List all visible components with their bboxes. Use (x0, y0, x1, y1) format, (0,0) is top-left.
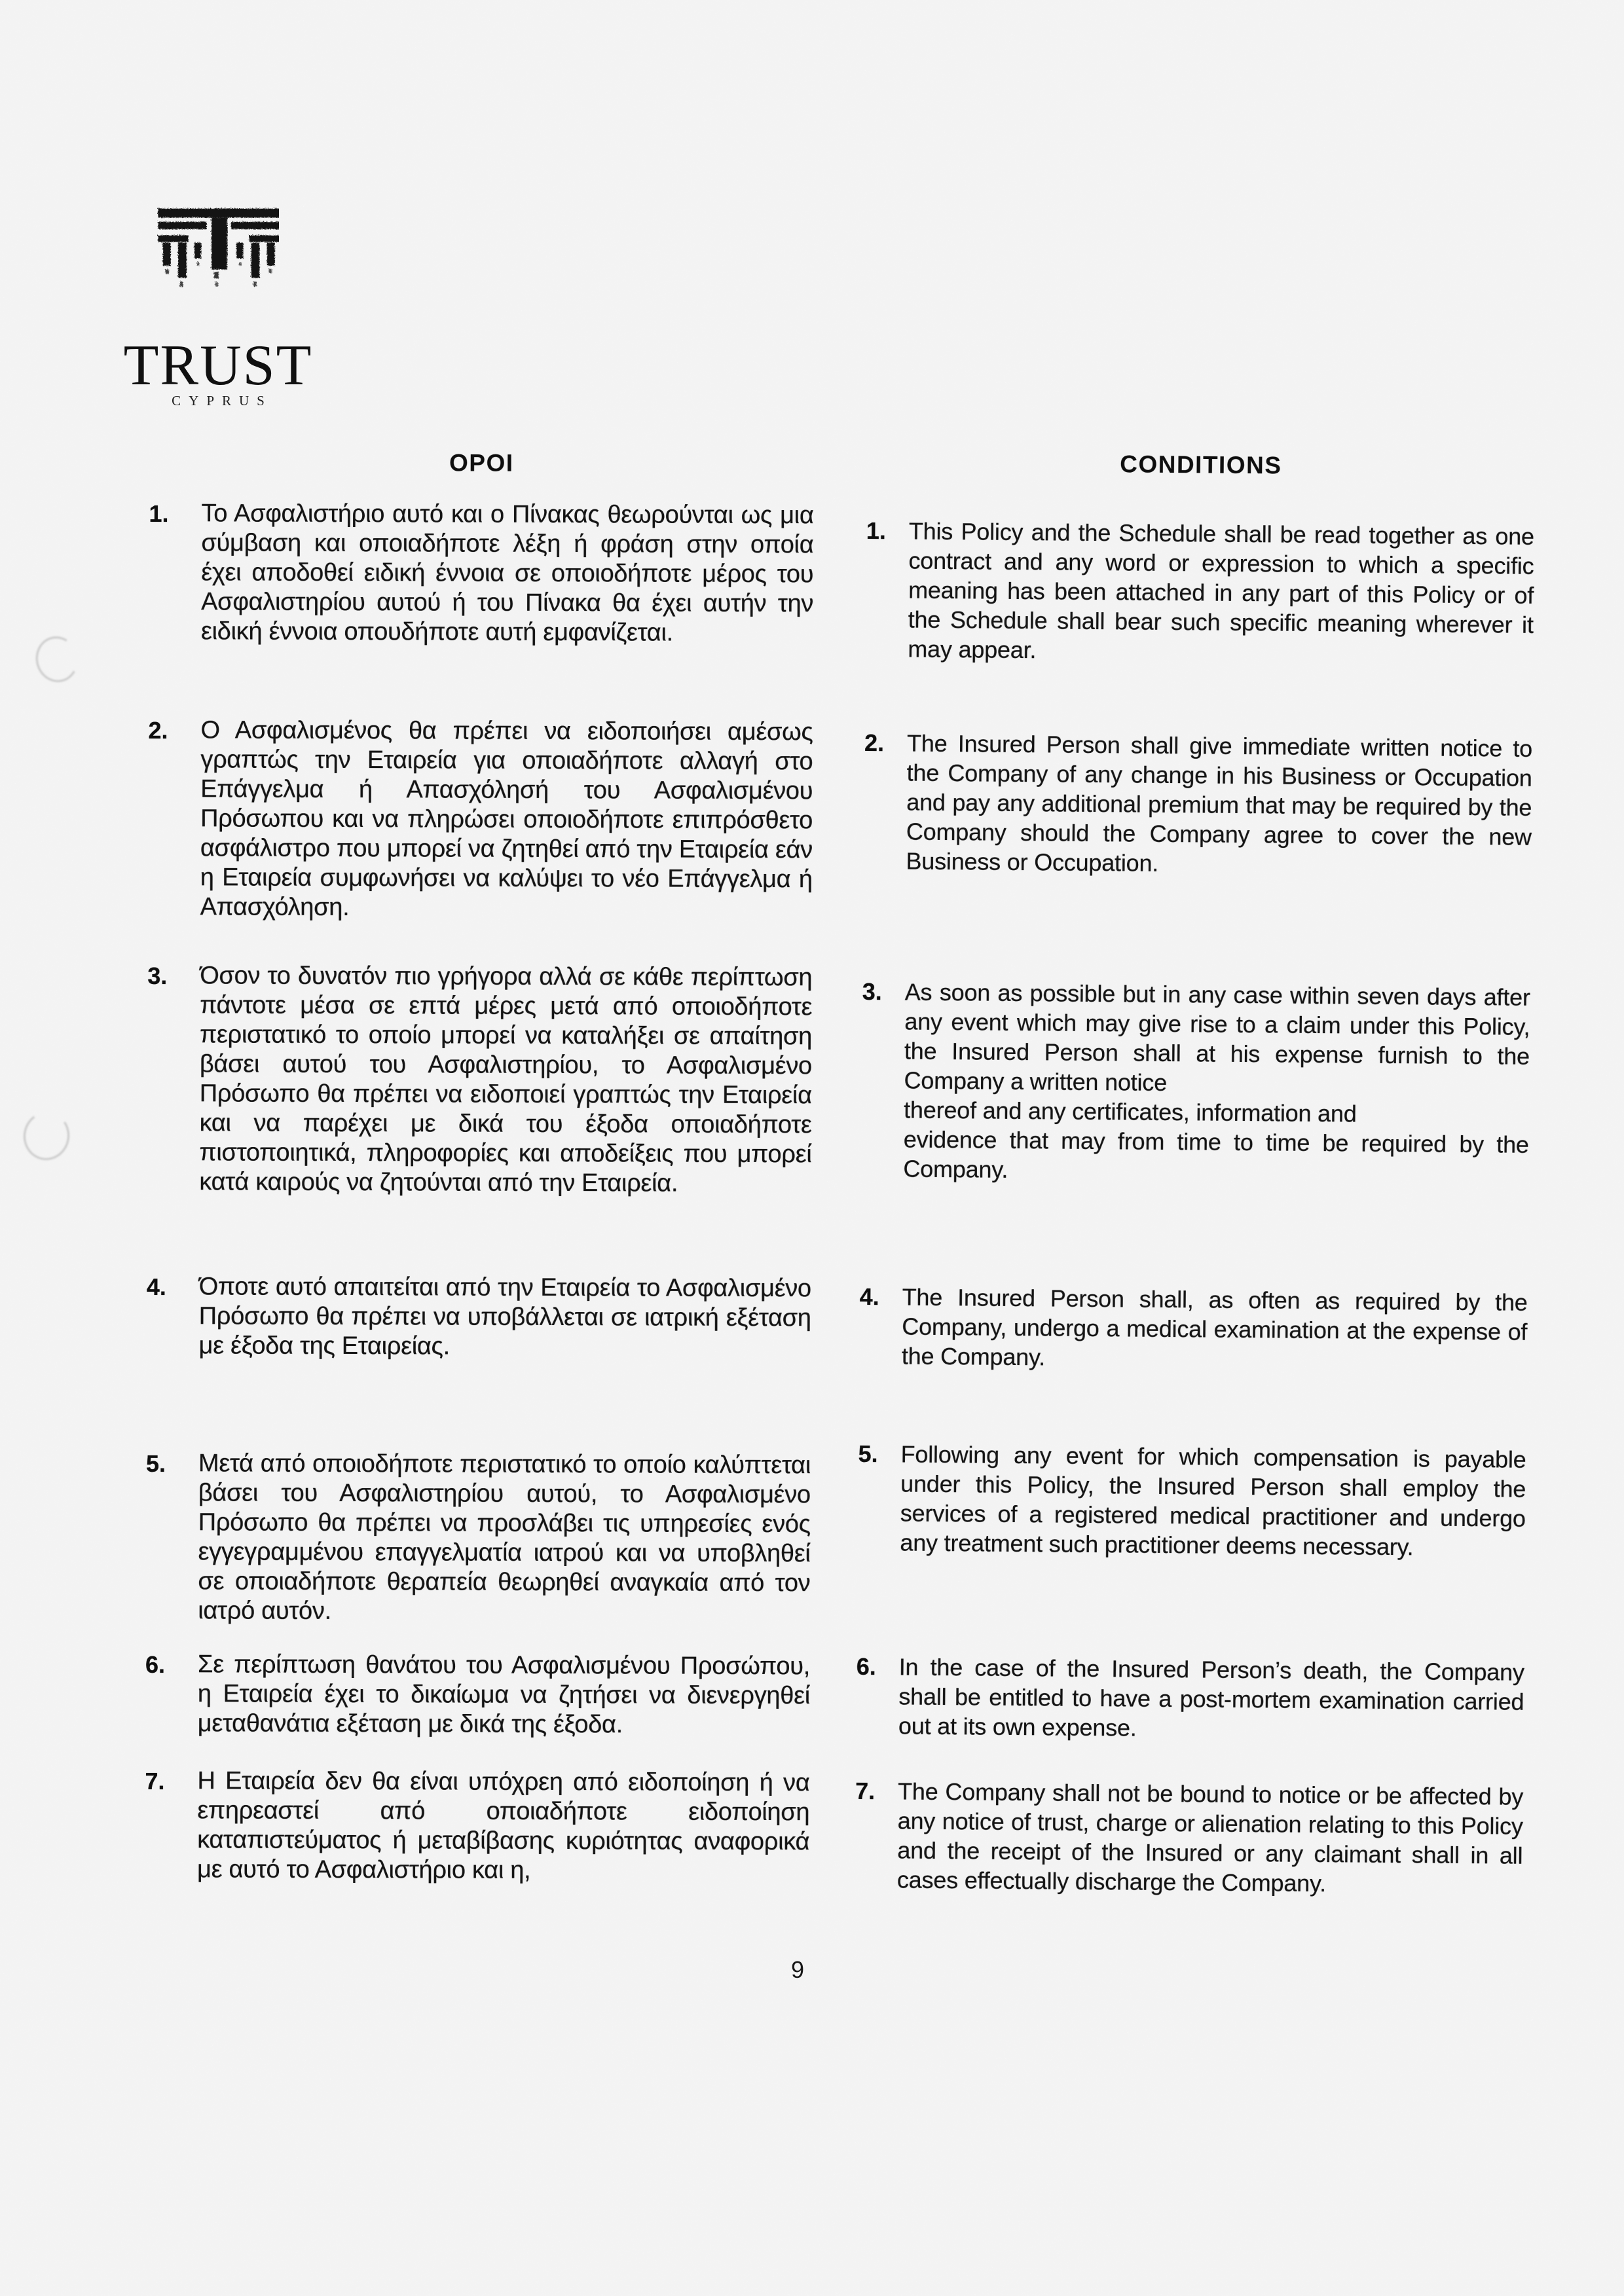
greek-heading: ΟΡΟΙ (449, 449, 514, 477)
logo-wordmark: TRUST (123, 334, 313, 397)
term-text: Σε περίπτωση θανάτου του Ασφαλισμένου Προσώπου, η Εταιρεία έχει το δικαίωμα να ζητήσει να διενεργηθεί μεταθανάτια εξέταση με δικά της έξοδα. (197, 1650, 811, 1739)
condition-number: 2. (864, 729, 885, 757)
term-text: Η Εταιρεία δεν θα είναι υπόχρεη από ειδοποίηση ή να επηρεαστεί από οποιαδήποτε ειδοποίηση καταπιστεύματος ή μεταβίβασης κυριότητας αναφορικά με αυτό το Ασφαλιστήριο και η, (196, 1767, 810, 1884)
term-text: Ο Ασφαλισμένος θα πρέπει να ειδοποιήσει αμέσως γραπτώς την Εταιρεία για οποιαδήποτε αλλαγή στο Επάγγελμα ή Απασχόλησή του Ασφαλισμένου Πρόσωπου και να πληρώσει οποιοδήποτε επιπρόσθετο ασφάλιστρο που μπορεί να ζητηθεί από την Εταιρεία εάν η Εταιρεία συμφωνήσει να καλύψει το νέο Επάγγελμα ή Απασχόληση. (200, 716, 813, 921)
greek-term-3 (147, 961, 812, 1199)
english-condition-1 (865, 516, 1534, 669)
greek-term-1 (149, 499, 814, 648)
greek-term-5 (145, 1449, 811, 1628)
term-text: Όσον το δυνατόν πιο γρήγορα αλλά σε κάθε περίπτωση πάντοτε μέσα σε επτά μέρες μετά από οποιοδήποτε περιστατικό το οποίο μπορεί να καταλήξει σε απαίτηση βάσει αυτού του Ασφαλιστηρίου, το Ασφαλισμένο Πρόσωπο θα πρέπει να ειδοποιεί γραπτώς την Εταιρεία και να παρέχει με δικά του έξοδα οποιαδήποτε πιστοποιητικά, πληροφορίες και αποδείξεις που μπορεί κατά καιρούς να ζητούνται από την Εταιρεία. (199, 962, 813, 1197)
condition-number: 1. (866, 517, 887, 545)
greek-term-7 (145, 1766, 810, 1886)
scan-smudge-artifact (20, 1108, 73, 1163)
term-number: 4. (146, 1273, 166, 1301)
term-number: 2. (148, 716, 168, 744)
term-number: 1. (149, 500, 169, 528)
greek-term-6 (145, 1650, 810, 1740)
scan-smudge-artifact (31, 632, 83, 686)
term-number: 6. (145, 1650, 166, 1679)
condition-text: The Company shall not be bound to notice or be affected by any notice of trust, charge or alienation relating to this Policy and the receipt of the Insured or any claimant shall in all cases effectually discharge the Company. (896, 1777, 1524, 1897)
condition-text: In the case of the Insured Person’s death, the Company shall be entitled to have a post-mortem examination carried out at its own expense. (898, 1653, 1524, 1741)
english-heading: CONDITIONS (1120, 450, 1282, 479)
greek-terms-column (144, 0, 815, 2097)
english-condition-5 (857, 1439, 1526, 1563)
logo-subtitle: CYPRUS (172, 393, 272, 409)
condition-number: 4. (859, 1283, 879, 1311)
english-conditions-column (853, 0, 1539, 2101)
term-text: Μετά από οποιοδήποτε περιστατικό το οποίο καλύπτεται βάσει του Ασφαλιστηρίου αυτού, το Ασφαλισμένο Πρόσωπο θα πρέπει να προσλάβει τις υπηρεσίες ενός εγγεγραμμένου επαγγελματία ιατρού και να υποβληθεί σε οποιαδήποτε θεραπεία θεωρηθεί αναγκαία από τον ιατρό αυτόν. (198, 1449, 811, 1625)
greek-term-4 (146, 1272, 811, 1362)
condition-number: 5. (858, 1440, 878, 1468)
term-number: 7. (145, 1767, 165, 1795)
condition-text: Following any event for which compensation is payable under this Policy, the Insured Person shall employ the services of a registered medical practitioner and undergo any treatment such practitioner deems necessary. (900, 1440, 1526, 1561)
english-condition-2 (863, 728, 1532, 881)
term-number: 3. (147, 962, 168, 990)
term-text: Το Ασφαλιστήριο αυτό και ο Πίνακας θεωρούνται ως μια σύμβαση και οποιαδήποτε λέξη ή φράση στην οποία έχει αποδοθεί ειδική έννοια σε οποιοδήποτε μέρος του Ασφαλιστηρίου αυτού ή του Πίνακα θα έχει αυτήν την ειδική έννοια οπουδήποτε αυτή εμφανίζεται. (200, 500, 814, 647)
page-number: 9 (791, 1956, 805, 1983)
greek-term-2 (148, 716, 813, 924)
condition-number: 7. (855, 1777, 876, 1805)
condition-number: 3. (862, 977, 882, 1006)
term-number: 5. (145, 1449, 166, 1478)
english-condition-7 (855, 1776, 1524, 1900)
condition-text: The Insured Person shall, as often as required by the Company, undergo a medical examination at the expense of the Company. (901, 1283, 1528, 1371)
condition-text: This Policy and the Schedule shall be read together as one contract and any word or expression to which a specific meaning has been attached in any part of this Policy or of the Schedule shall bear such specific meaning wherever it may appear. (908, 517, 1535, 664)
english-condition-4 (859, 1282, 1528, 1376)
english-condition-6 (856, 1652, 1524, 1746)
english-condition-3 (860, 977, 1530, 1189)
condition-text: As soon as possible but in any case within seven days after any event which may give rise to a claim under this Policy, the Insured Person shall at his expense furnish to the Company a written notice thereof and any certificates, information and evidence that may from time to time be required by the Company. (903, 978, 1530, 1183)
term-text: Όποτε αυτό απαιτείται από την Εταιρεία το Ασφαλισμένο Πρόσωπο θα πρέπει να υποβάλλεται σε ιατρική εξέταση με έξοδα της Εταιρείας. (198, 1273, 811, 1360)
condition-number: 6. (856, 1652, 876, 1681)
condition-text: The Insured Person shall give immediate written notice to the Company of any change in his Business or Occupation and pay any additional premium that may be required by the Company should the Company agree to cover the new Business or Occupation. (906, 729, 1533, 877)
